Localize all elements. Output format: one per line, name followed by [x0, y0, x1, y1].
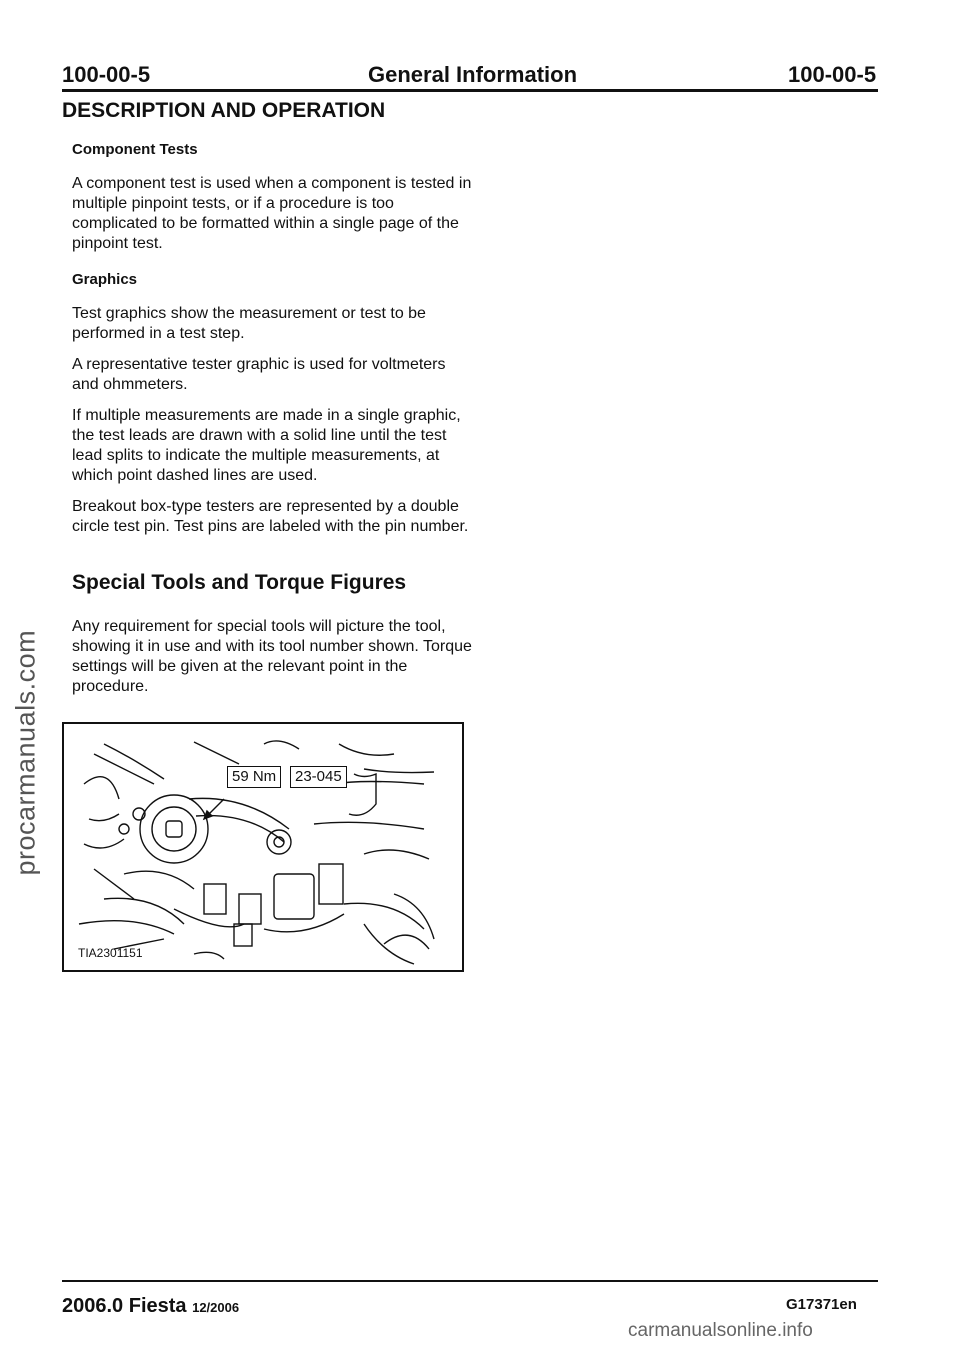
graphics-paragraph: A representative tester graphic is used for voltmeters and ohmmeters. — [72, 356, 446, 393]
side-watermark: procarmanuals.com — [10, 629, 41, 876]
header-divider — [62, 89, 878, 92]
header-page-number-left: 100-00-5 — [62, 62, 151, 87]
figure-code: TIA2301151 — [78, 946, 143, 960]
footer-code: G17371en — [786, 1296, 857, 1313]
special-tools-text: Any requirement for special tools will picture the tool, showing it in use and with its tool number shown. Torque settings will be given at the relevant point in the procedure. — [72, 618, 472, 695]
header-title: General Information — [368, 62, 578, 87]
footer-divider — [62, 1280, 878, 1282]
torque-value-label: 59 Nm — [227, 766, 281, 788]
footer-date: 12/2006 — [192, 1300, 240, 1315]
section-title: DESCRIPTION AND OPERATION — [62, 99, 386, 122]
tool-number-label: 23-045 — [290, 766, 347, 788]
engine-illustration-figure — [62, 722, 464, 972]
footer-model-name: 2006.0 Fiesta — [62, 1295, 187, 1317]
component-tests-text: A component test is used when a component is tested in multiple pinpoint tests, or if a procedure is too complicated to be formatted within a single page of the pinpoint test. — [72, 175, 472, 252]
header-page-number-right: 100-00-5 — [788, 62, 877, 87]
special-tools-heading: Special Tools and Torque Figures — [72, 571, 407, 594]
bottom-watermark: carmanualsonline.info — [628, 1320, 813, 1341]
footer-model — [62, 1295, 239, 1318]
component-tests-heading: Component Tests — [72, 141, 198, 158]
graphics-paragraph: If multiple measurements are made in a single graphic, the test leads are drawn with a solid line until the test lead splits to indicate the multiple measurements, at which point dashed lines are used. — [72, 407, 461, 484]
graphics-heading: Graphics — [72, 271, 138, 288]
engine-illustration — [64, 724, 462, 970]
main-column — [72, 140, 472, 708]
graphics-paragraph: Breakout box-type testers are represented by a double circle test pin. Test pins are labeled with the pin number. — [72, 498, 469, 535]
graphics-paragraph: Test graphics show the measurement or test to be performed in a test step. — [72, 305, 426, 342]
